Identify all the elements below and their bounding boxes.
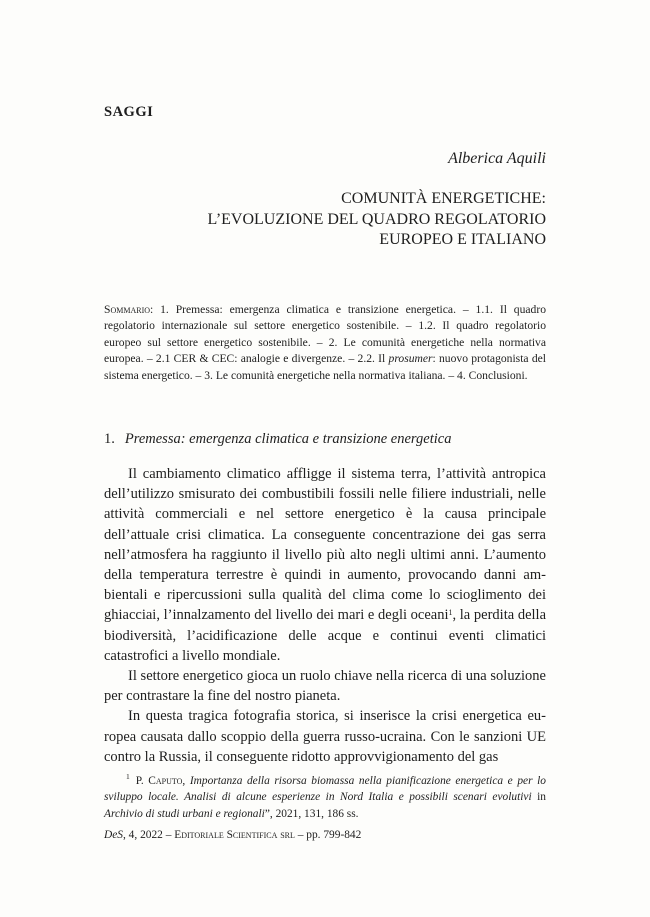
page-range: – pp. 799-842 (294, 829, 362, 841)
paragraph (104, 464, 546, 666)
body-text (104, 464, 546, 767)
footnote-number: 1 (126, 772, 130, 781)
summary-text: : nuovo protagonista del sistema energetico. – 3. Le comunità energetiche nella normativa italiana. – 4. Conclusioni. (104, 352, 546, 382)
section-label: SAGGI (104, 104, 154, 120)
footnote-text: in (531, 791, 546, 804)
footnote-journal: Archivio di studi urbani e regionali (104, 807, 265, 820)
paragraph: In questa tragica fotografia storica, si inserisce la crisi energetica europea causata dallo scoppio della guerra russo-ucraina. Con le sanzioni UE contro la Russia, il conseguente ridotto approvvigionamento del gas (104, 708, 546, 765)
footnote (104, 769, 546, 822)
footnote-title: Importanza della risorsa biomassa nella pianificazione energetica e per lo sviluppo locale. Analisi di alcune esperienze in Nord Italia e possibili scenari evolutivi (104, 774, 546, 804)
footnote-author-surname: Caputo (148, 774, 183, 787)
footnote-author-initial: P. (135, 774, 149, 787)
title-line: COMUNITÀ ENERGETICHE: (341, 190, 546, 207)
summary-label: Sommario: (104, 303, 154, 316)
title-line: EUROPEO E ITALIANO (379, 231, 546, 248)
section-number: 1. (104, 431, 115, 447)
footnote-separator: , (182, 774, 190, 787)
issue-info: , 4, 2022 – (122, 829, 175, 841)
paragraph: Il settore energetico gioca un ruolo chiave nella ricerca di una soluzione per contrastare la fine del nostro pianeta. (104, 668, 546, 705)
title-line: L’EVOLUZIONE DEL QUADRO REGOLATORIO (207, 210, 546, 228)
paragraph-text: , la perdita della biodiversità, l’acidificazione delle acque e continui eventi climatici catastrofici a livello mondiale. (104, 607, 546, 664)
summary-text: 1. Premessa: emergenza climatica e transizione energetica. – 1.1. Il quadro regolatorio internazionale sul settore energetico sostenibile. – 1.2. Il quadro regolatorio europeo sul settore energetico sostenibile. – 2. Le comunità energetiche nella normativa europea. – 2.1 CER & CEC: analogie e divergenze. – 2.2. Il (104, 303, 546, 366)
summary-italic-term: prosumer (388, 352, 433, 366)
author-name: Alberica Aquili (448, 150, 546, 167)
section-heading (104, 431, 451, 448)
article-title (106, 189, 546, 251)
section-heading-text: Premessa: emergenza climatica e transizione energetica (124, 431, 452, 447)
paragraph-text: Il cambiamento climatico affligge il sistema terra, l’attività antropica dell’utilizzo smisurato dei combustibili fossili nelle filiere industriali, nelle attività commerciali e nel settore energetico è la causa principale dell’attuale crisi climatica. La conseguente concentrazione dei gas serra nell’atmosfera ha raggiunto il livello più alto negli ultimi anni. L’aumento della temperatura terrestre è quindi in aumento, provocando danni ambientali e ripercussioni sulla qualità del clima come lo scioglimento dei ghiacciai, l’innalzamento del livello dei mari e degli oceani (104, 466, 546, 624)
journal-name: DeS (104, 829, 123, 841)
publisher-name: Editoriale Scientifica srl (174, 829, 295, 841)
table-of-contents-summary (104, 302, 546, 384)
footnote-text: ”, 2021, 131, 186 ss. (264, 807, 359, 820)
page-footer (104, 829, 361, 841)
footnote-reference[interactable]: 1 (448, 608, 453, 618)
